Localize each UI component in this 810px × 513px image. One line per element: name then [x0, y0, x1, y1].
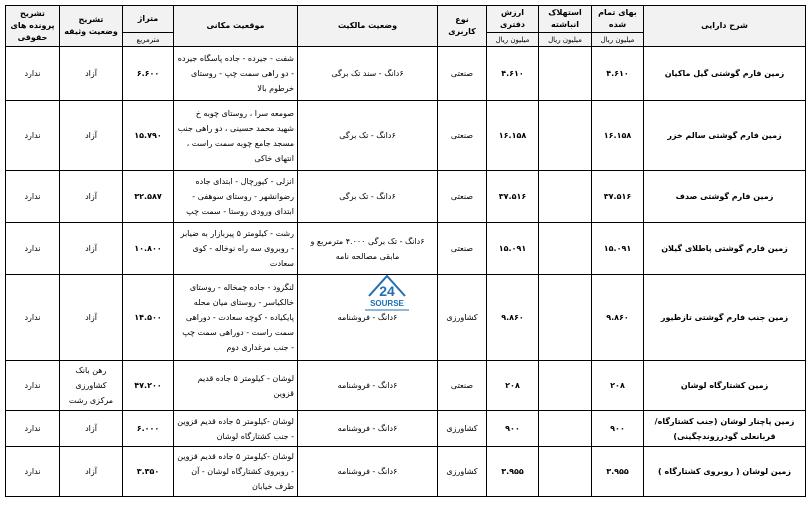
cell-usage: صنعتی: [438, 171, 487, 223]
table-row: [6, 447, 806, 497]
cell-legal-cases: ندارد: [6, 101, 60, 171]
cell-legal-cases: ندارد: [6, 361, 60, 411]
header-usage: نوع کاربری: [438, 6, 487, 47]
cell-ownership: ۶دانگ - تک برگی ۴.۰۰۰ مترمربع و مابقی مصالحه نامه: [298, 223, 438, 275]
cell-cost: ۳.۹۵۵: [592, 447, 644, 497]
cell-location: لوشان - کیلومتر ۵ جاده قدیم قزوین: [174, 361, 298, 411]
header-legal-cases: تشریح پرونده های حقوقی: [6, 6, 60, 47]
source-logo-icon: [355, 272, 419, 314]
cell-area: ۱۰.۸۰۰: [123, 223, 174, 275]
header-cost: بهای تمام شده: [592, 6, 644, 33]
cell-deed-status: آزاد: [60, 411, 123, 447]
cell-legal-cases: ندارد: [6, 447, 60, 497]
cell-usage: صنعتی: [438, 361, 487, 411]
cell-ownership: ۶دانگ - تک برگی: [298, 101, 438, 171]
cell-area: ۴۷.۲۰۰: [123, 361, 174, 411]
cell-usage: صنعتی: [438, 223, 487, 275]
cell-deed-status: آزاد: [60, 47, 123, 101]
cell-cost: ۱۶.۱۵۸: [592, 101, 644, 171]
cell-location: لنگرود - جاده چمخاله - روستای خالکیاسر - روستای میان محله پایکیاده - کوچه سعادت - دوراهی سمت راست - دوراهی سمت چپ - جنب مرغداری دوم: [174, 275, 298, 361]
table-row: [6, 171, 806, 223]
cell-depreciation: [539, 171, 592, 223]
table-row: [6, 361, 806, 411]
cell-location: لوشان -کیلومتر ۵ جاده قدیم قزوین - روبروی کشتارگاه لوشان - آن طرف خیابان: [174, 447, 298, 497]
cell-description: زمین لوشان ( روبروی کشتارگاه ): [644, 447, 806, 497]
table-row: [6, 47, 806, 101]
cell-deed-status: آزاد: [60, 171, 123, 223]
header-description: شرح دارایی: [644, 6, 806, 47]
header-row: [6, 6, 806, 33]
cell-ownership: ۶دانگ - فروشنامه: [298, 447, 438, 497]
cell-legal-cases: ندارد: [6, 171, 60, 223]
cell-cost: ۴.۶۱۰: [592, 47, 644, 101]
cell-cost: ۹۰۰: [592, 411, 644, 447]
cell-deed-status: آزاد: [60, 275, 123, 361]
cell-ownership: ۶دانگ - سند تک برگی: [298, 47, 438, 101]
cell-depreciation: [539, 411, 592, 447]
cell-depreciation: [539, 361, 592, 411]
cell-description: زمین جنب فارم گوشتی تازطیور: [644, 275, 806, 361]
cell-depreciation: [539, 223, 592, 275]
cell-usage: صنعتی: [438, 47, 487, 101]
cell-legal-cases: ندارد: [6, 411, 60, 447]
cell-description: زمین پاچنار لوشان (جنب کشتارگاه/قربانعلی گودرزوندچگینی): [644, 411, 806, 447]
cell-book-value: ۲۰۸: [487, 361, 539, 411]
table-row: [6, 101, 806, 171]
cell-book-value: ۹۰۰: [487, 411, 539, 447]
cell-deed-status: آزاد: [60, 101, 123, 171]
unit-cost: میلیون ریال: [592, 33, 644, 47]
cell-usage: کشاورزی: [438, 447, 487, 497]
cell-location: لوشان -کیلومتر ۵ جاده قدیم قزوین - جنب کشتارگاه لوشان: [174, 411, 298, 447]
cell-area: ۶.۶۰۰: [123, 47, 174, 101]
cell-depreciation: [539, 101, 592, 171]
header-deed-status: تشریح وضعیت وثیقه: [60, 6, 123, 47]
cell-cost: ۳۷.۵۱۶: [592, 171, 644, 223]
cell-description: زمین فارم گوشتی گیل ماکیان: [644, 47, 806, 101]
header-area: متراژ: [123, 6, 174, 33]
watermark-number: 24: [379, 283, 395, 299]
cell-usage: صنعتی: [438, 101, 487, 171]
cell-ownership: ۶دانگ - فروشنامه: [298, 275, 438, 361]
cell-area: ۶.۰۰۰: [123, 411, 174, 447]
cell-depreciation: [539, 447, 592, 497]
cell-area: ۱۴.۵۰۰: [123, 275, 174, 361]
cell-description: زمین فارم گوشتی پاطلای گیلان: [644, 223, 806, 275]
cell-book-value: ۳.۹۵۵: [487, 447, 539, 497]
unit-book-value: میلیون ریال: [487, 33, 539, 47]
cell-location: رشت - کیلومتر ۵ پیربازار به ضیابر - روبروی سه راه نوخاله - کوی سعادت: [174, 223, 298, 275]
cell-area: ۳۲.۵۸۷: [123, 171, 174, 223]
cell-legal-cases: ندارد: [6, 275, 60, 361]
table-row: [6, 411, 806, 447]
header-depreciation: استهلاک انباشته: [539, 6, 592, 33]
cell-ownership: ۶دانگ - فروشنامه: [298, 361, 438, 411]
cell-area: ۱۵.۷۹۰: [123, 101, 174, 171]
header-book-value: ارزش دفتری: [487, 6, 539, 33]
cell-deed-status: آزاد: [60, 223, 123, 275]
cell-book-value: ۱۵.۰۹۱: [487, 223, 539, 275]
table-row: [6, 223, 806, 275]
cell-legal-cases: ندارد: [6, 47, 60, 101]
cell-location: شفت - جیرده - جاده پاسگاه جیرده - دو راهی سمت چپ - روستای خرطوم بالا: [174, 47, 298, 101]
cell-usage: کشاورزی: [438, 411, 487, 447]
cell-book-value: ۳۷.۵۱۶: [487, 171, 539, 223]
cell-usage: کشاورزی: [438, 275, 487, 361]
cell-ownership: ۶دانگ - فروشنامه: [298, 411, 438, 447]
unit-depreciation: میلیون ریال: [539, 33, 592, 47]
cell-area: ۳.۳۵۰: [123, 447, 174, 497]
cell-book-value: ۹.۸۶۰: [487, 275, 539, 361]
cell-book-value: ۱۶.۱۵۸: [487, 101, 539, 171]
cell-location: انزلی - کیورچال - ابتدای جاده رضوانشهر - روستای سوهفی - ابتدای ورودی روستا - سمت چپ: [174, 171, 298, 223]
watermark-text: SOURSE: [370, 299, 404, 308]
cell-deed-status: رهن بانک کشاورزی مرکزی رشت: [60, 361, 123, 411]
cell-description: زمین کشتارگاه لوشان: [644, 361, 806, 411]
header-ownership: وضعیت مالکیت: [298, 6, 438, 47]
asset-table: [5, 5, 806, 497]
cell-book-value: ۴.۶۱۰: [487, 47, 539, 101]
header-location: موقعیت مکانی: [174, 6, 298, 47]
cell-deed-status: آزاد: [60, 447, 123, 497]
cell-cost: ۹.۸۶۰: [592, 275, 644, 361]
cell-cost: ۲۰۸: [592, 361, 644, 411]
cell-cost: ۱۵.۰۹۱: [592, 223, 644, 275]
cell-legal-cases: ندارد: [6, 223, 60, 275]
cell-location: صومعه سرا ، روستای چوبه خ شهید محمد حسینی ، دو راهی جنب مسجد جامع چوبه سمت راست ، انتهای خاکی: [174, 101, 298, 171]
asset-table-document: [5, 5, 805, 497]
unit-area: مترمربع: [123, 33, 174, 47]
cell-description: زمین فارم گوشتی صدف: [644, 171, 806, 223]
cell-depreciation: [539, 275, 592, 361]
cell-description: زمین فارم گوشتی سالم خزر: [644, 101, 806, 171]
cell-ownership: ۶دانگ - تک برگی: [298, 171, 438, 223]
cell-depreciation: [539, 47, 592, 101]
